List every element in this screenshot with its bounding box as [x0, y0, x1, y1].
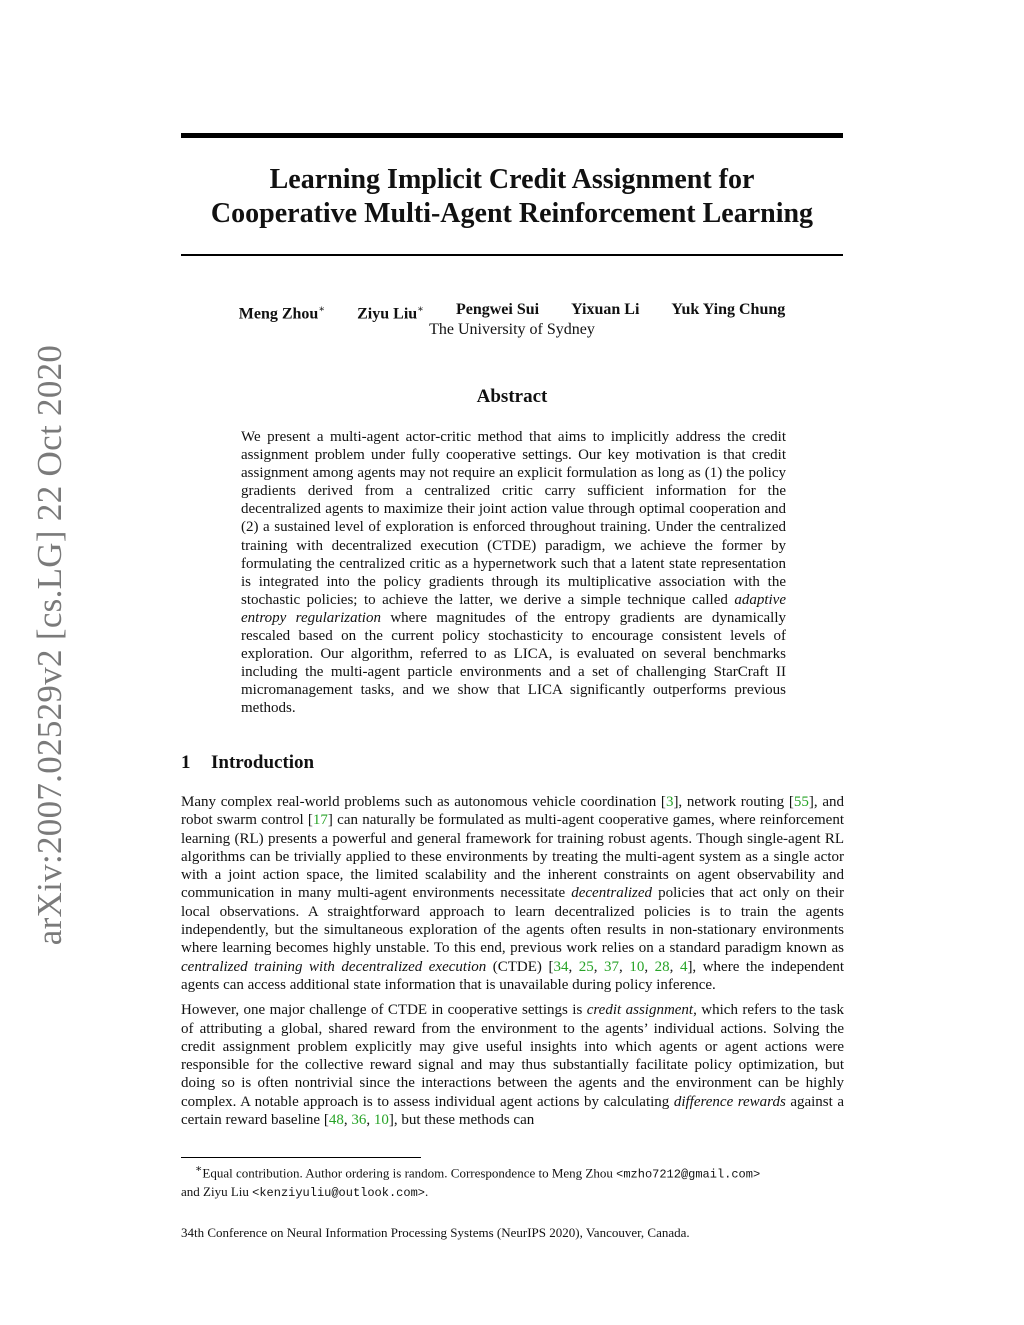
footnote-line	[181, 1161, 844, 1183]
author-name: Meng Zhou	[238, 305, 319, 323]
emphasis: decentralized	[571, 885, 653, 902]
paragraph: Many complex real-world problems such as autonomous vehicle coordination [3], network routing [55], and robot swarm control [17] can naturally be formulated as multi-agent cooperative games, where reinforcement learning (RL) presents a powerful and general framework for training robust agents. Though single-agent RL algorithms can be trivially applied to these environments by treating the multi-agent system as a single actor with a joint action space, the limited scalability and the inherent constraints on agent observability and communication in many multi-agent environments necessitate decentralized policies that act only on their local observations. A straightforward approach to learn decentralized policies is to train the agents independently, but the simultaneous exploration of the agents often results in non-stationary environments where learning becomes highly unstable. To this end, previous work relies on a standard paradigm known as centralized training with decentralized execution (CTDE) [34, 25, 37, 10, 28, 4], where the independent agents can access additional state information that is unavailable during policy inference.	[181, 794, 845, 993]
email-link[interactable]: <kenziyuliu@outlook.com>	[252, 1186, 425, 1201]
citation-link[interactable]: 34	[553, 958, 569, 975]
footnote-text: and Ziyu Liu	[181, 1184, 253, 1200]
footnote-line	[181, 1183, 844, 1202]
author-mark: ∗	[417, 304, 424, 315]
abstract-heading: Abstract	[476, 386, 548, 407]
citation-link[interactable]: 4	[679, 958, 688, 975]
abstract-emphasis: adaptive entropy regularization	[241, 591, 786, 626]
author-name: Pengwei Sui	[455, 301, 540, 318]
citation-link[interactable]: 48	[328, 1112, 344, 1129]
footnote-text: .	[424, 1184, 429, 1200]
abstract-body	[241, 428, 786, 718]
paper-title	[181, 163, 843, 231]
section-heading	[181, 752, 314, 774]
emphasis: difference rewards	[673, 1093, 786, 1110]
introduction-body	[181, 793, 844, 1129]
footnote-rule	[181, 1157, 421, 1158]
author-name: Yuk Ying Chung	[671, 301, 786, 318]
citation-link[interactable]: 36	[351, 1112, 367, 1129]
citation-link[interactable]: 10	[373, 1112, 389, 1129]
emphasis: centralized training with decentralized execution	[181, 958, 487, 975]
paragraph-text: against a certain reward baseline [	[181, 1093, 844, 1129]
citation-link[interactable]: 25	[578, 958, 594, 975]
paragraph-text: ], where the independent agents can access additional state information that is unavailable during policy inference.	[181, 958, 845, 993]
author-name: Yixuan Li	[571, 301, 640, 318]
title-top-rule	[181, 133, 843, 138]
citation-link[interactable]: 28	[654, 958, 670, 975]
paragraph-text: (CTDE) [	[486, 958, 554, 975]
author-name: Ziyu Liu	[357, 305, 418, 323]
paragraph-text: ], but these methods can	[388, 1112, 535, 1129]
paragraph-text: ], network routing [	[673, 794, 794, 810]
title-line-2: Cooperative Multi-Agent Reinforcement Learning	[210, 198, 814, 229]
paragraph-text: Many complex real-world problems such as autonomous vehicle coordination [	[181, 794, 666, 810]
section-number: 1	[181, 752, 191, 773]
paragraph-text: ] can naturally be formulated as multi-agent cooperative games, where reinforcement learning (RL) presents a powerful and general framework for training robust agents. Though single-agent RL algorithms can be trivially applied to these environments by treating the multi-agent system as a single actor with a joint action space, the limited scalability and the inherent constraints on agent observability and communication in many multi-agent environments necessitate	[181, 812, 844, 902]
abstract-text: We present a multi-agent actor-critic method that aims to implicitly address the credit assignment problem under fully cooperative settings. Our key motivation is that credit assignment among agents may not require an explicit formulation as long as (1) the policy gradients derived from a centralized critic carry sufficient information for the decentralized agents to maximize their joint action value through optimal cooperation and (2) a sustained level of exploration is enforced throughout training. Under the centralized training with decentralized execution (CTDE) paradigm, we achieve the former by formulating the centralized critic as a hypernetwork such that a latent state representation is integrated into the policy gradients through its multiplicative association with the stochastic policies; to achieve the latter, we derive a simple technique called	[241, 429, 786, 608]
footnote	[181, 1161, 844, 1202]
citation-link[interactable]: 37	[604, 958, 620, 975]
email-link[interactable]: <mzho7212@gmail.com>	[616, 1167, 761, 1182]
paragraph-text: ], and robot swarm control [	[181, 794, 844, 829]
affiliation: The University of Sydney	[429, 321, 595, 338]
citation-link[interactable]: 17	[312, 812, 328, 829]
citation-link[interactable]: 10	[629, 958, 645, 975]
citation-link[interactable]: 3	[665, 794, 674, 810]
title-bottom-rule	[181, 254, 843, 256]
paragraph-text: However, one major challenge of CTDE in cooperative settings is	[181, 1002, 587, 1019]
citation-link[interactable]: 55	[793, 794, 809, 810]
title-line-1: Learning Implicit Credit Assignment for	[269, 164, 755, 195]
paragraph-text: , which refers to the task of attributing a global, shared reward from the environment to the agents’ individual actions. Solving the credit assignment problem explicitly may give useful insights into which agents or agent actions were responsible for the collective reward signal and may thus substantially facilitate policy optimization, but doing so is often nontrivial since the interactions between the agents and the environment can be highly complex. A notable approach is to assess individual agent actions by calculating	[181, 1002, 844, 1110]
arxiv-stamp: arXiv:2007.02529v2 [cs.LG] 22 Oct 2020	[30, 344, 69, 946]
venue-footer: 34th Conference on Neural Information Processing Systems (NeurIPS 2020), Vancouver, Canada.	[181, 1225, 690, 1240]
section-title: Introduction	[211, 752, 315, 773]
abstract-text: where magnitudes of the entropy gradients are dynamically rescaled based on the current policy stochasticity to encourage consistent levels of exploration. Our algorithm, referred to as LICA, is evaluated on several benchmarks including the multi-agent particle environments and a set of challenging StarCraft II micromanagement tasks, and we show that LICA significantly outperforms previous methods.	[241, 609, 786, 717]
footnote-text: Equal contribution. Author ordering is random. Correspondence to Meng Zhou	[202, 1165, 617, 1181]
paragraph: However, one major challenge of CTDE in cooperative settings is credit assignment, which refers to the task of attributing a global, shared reward from the environment to the agents’ individual actions. Solving the credit assignment problem explicitly may give useful insights into which agents or agent actions were responsible for the collective reward signal and may thus substantially facilitate policy optimization, but doing so is often nontrivial since the interactions between the agents and the environment can be highly complex. A notable approach is to assess individual agent actions by calculating difference rewards against a certain reward baseline [48, 36, 10], but these methods can	[181, 1002, 844, 1129]
emphasis: credit assignment	[586, 1002, 694, 1019]
paragraph-text: policies that act only on their local observations. A straightforward approach to learn decentralized policies is to train the agents independently, but the simultaneous exploration of the agents often results in non-stationary environments where learning becomes highly unstable. To this end, previous work relies on a standard paradigm known as	[181, 885, 844, 957]
author-mark: ∗	[318, 304, 326, 315]
footnote-mark: ∗	[195, 1163, 203, 1175]
